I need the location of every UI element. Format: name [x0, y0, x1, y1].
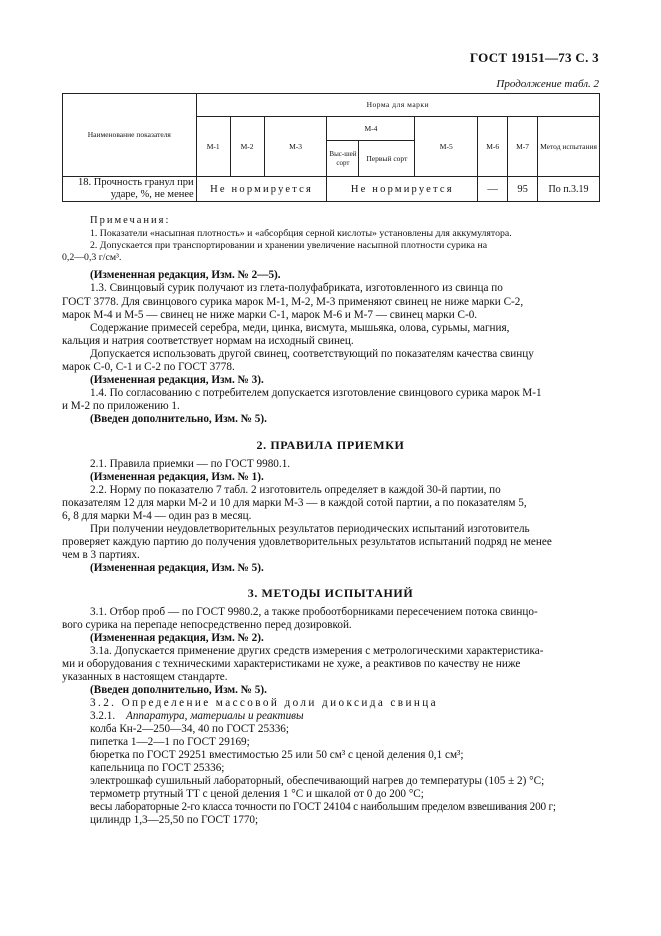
subsection-heading: Аппаратура, материалы и реактивы	[126, 710, 304, 722]
list-item: бюретка по ГОСТ 29251 вместимостью 25 или 50 см³ с ценой деления 0,1 см³;	[90, 749, 464, 761]
table-row	[63, 177, 600, 202]
norms-table	[62, 93, 600, 202]
col-header-m7: М-7	[508, 117, 538, 177]
list-item: электрошкаф сушильный лабораторный, обеспечивающий нагрев до температуры (105 ± 2) °С;	[90, 775, 545, 787]
page-header: ГОСТ 19151—73 С. 3	[469, 50, 599, 65]
paragraph: показателям 12 для марки М-2 и 10 для марки М-3 — в каждой сотой партии, а по показателям 5,	[62, 497, 527, 509]
row-value-m7: 95	[508, 177, 538, 202]
list-item: весы лабораторные 2-го класса точности по ГОСТ 24104 с наибольшим пределом взвешивания 200 г;	[90, 801, 556, 813]
edition-note: (Введен дополнительно, Изм. № 5).	[90, 413, 267, 425]
note-2-cont: 0,2—0,3 г/см³.	[62, 252, 122, 263]
row-name-line: 18. Прочность гранул при	[78, 177, 194, 188]
paragraph: Допускается использовать другой свинец, соответствующий по показателям качества свинцу	[90, 348, 534, 360]
col-header-m4-top: Выс-шей сорт	[327, 141, 359, 177]
edition-note: (Измененная редакция, Изм. № 2).	[90, 632, 264, 644]
table-continuation-label: Продолжение табл. 2	[496, 78, 599, 90]
col-header-method: Метод испытания	[538, 117, 600, 177]
paragraph: 3.1а. Допускается применение других средств измерения с метрологическими характеристика-	[90, 645, 544, 657]
section-title: 2. ПРАВИЛА ПРИЕМКИ	[256, 438, 405, 452]
note-1: 1. Показатели «насыпная плотность» и «абсорбция серной кислоты» установлены для аккумулятора.	[90, 228, 512, 239]
col-header-name: Наименование показателя	[63, 94, 197, 177]
col-header-m5: М-5	[415, 117, 478, 177]
row-value-m6: —	[478, 177, 508, 202]
paragraph: 1.3. Свинцовый сурик получают из глета-полуфабриката, изготовленного из свинца по	[90, 282, 503, 294]
subsection-number: 3.2.1.	[90, 710, 116, 722]
paragraph: Содержание примесей серебра, меди, цинка, висмута, мышьяка, олова, сурьмы, магния,	[90, 322, 510, 334]
list-item: пипетка 1—2—1 по ГОСТ 29169;	[90, 736, 250, 748]
section-title: 3. МЕТОДЫ ИСПЫТАНИЙ	[247, 586, 414, 600]
edition-note: (Измененная редакция, Изм. № 1).	[90, 471, 264, 483]
paragraph: При получении неудовлетворительных результатов периодических испытаний изготовитель	[90, 523, 530, 535]
paragraph: ми и оборудования с техническими характеристиками не хуже, а реактивов по качеству не ниже	[62, 658, 521, 670]
paragraph: вого сурика на перепаде непосредственно перед дозировкой.	[62, 619, 352, 631]
edition-note: (Введен дополнительно, Изм. № 5).	[90, 684, 267, 696]
paragraph: 1.4. По согласованию с потребителем допускается изготовление свинцового сурика марок М-1	[90, 387, 542, 399]
paragraph: 6, 8 для марки М-4 — один раз в месяц.	[62, 510, 252, 522]
col-header-m4-first: Первый сорт	[359, 141, 415, 177]
list-item: колба Кн-2—250—34, 40 по ГОСТ 25336;	[90, 723, 289, 735]
subsection-title: 3.2. Определение массовой доли диоксида свинца	[90, 697, 438, 709]
paragraph: 2.2. Норму по показателю 7 табл. 2 изготовитель определяет в каждой 30-й партии, по	[90, 484, 501, 496]
list-item: термометр ртутный ТТ с ценой деления 1 °С и шкалой от 0 до 200 °С;	[90, 788, 424, 800]
list-item: цилиндр 1,3—25,50 по ГОСТ 1770;	[90, 814, 259, 826]
notes-title: Примечания:	[90, 215, 171, 226]
list-item: капельница по ГОСТ 25336;	[90, 762, 225, 774]
paragraph: кальция и натрия соответствует нормам на исходный свинец.	[62, 335, 354, 347]
edition-note: (Измененная редакция, Изм. № 5).	[90, 562, 264, 574]
paragraph: марок С-0, С-1 и С-2 по ГОСТ 3778.	[62, 361, 235, 373]
col-header-norm: Норма для марки	[196, 94, 599, 117]
row-value-m4-m5: Не нормируется	[327, 177, 478, 202]
col-header-m4: М-4	[327, 117, 415, 141]
paragraph: 3.1. Отбор проб — по ГОСТ 9980.2, а также пробоотборниками пересечением потока свинцо-	[90, 606, 538, 618]
paragraph: и М-2 по приложению 1.	[62, 400, 180, 412]
paragraph: чем в 3 партиях.	[62, 549, 140, 561]
paragraph: 2.1. Правила приемки — по ГОСТ 9980.1.	[90, 458, 291, 470]
col-header-m2: М-2	[230, 117, 264, 177]
edition-note: (Измененная редакция, Изм. № 3).	[90, 374, 264, 386]
edition-note: (Измененная редакция, Изм. № 2—5).	[90, 269, 281, 281]
col-header-m3: М-3	[264, 117, 327, 177]
row-name-line: ударе, %, не менее	[110, 189, 194, 200]
row-name	[63, 177, 197, 202]
col-header-m6: М-6	[478, 117, 508, 177]
row-value-method: По п.3.19	[538, 177, 600, 202]
paragraph: указанных в настоящем стандарте.	[62, 671, 228, 683]
paragraph: ГОСТ 3778. Для свинцового сурика марок М-1, М-2, М-3 применяют свинец не ниже марки С-2,	[62, 296, 524, 308]
row-value-m1-m3: Не нормируется	[196, 177, 327, 202]
paragraph: проверяет каждую партию до получения удовлетворительных результатов испытаний подряд не менее	[62, 536, 552, 548]
col-header-m1: М-1	[196, 117, 230, 177]
note-2: 2. Допускается при транспортировании и хранении увеличение насыпной плотности сурика на	[90, 240, 488, 251]
paragraph: марок М-4 и М-5 — свинец не ниже марки С-1, марок М-6 и М-7 — свинец марки С-0.	[62, 309, 478, 321]
